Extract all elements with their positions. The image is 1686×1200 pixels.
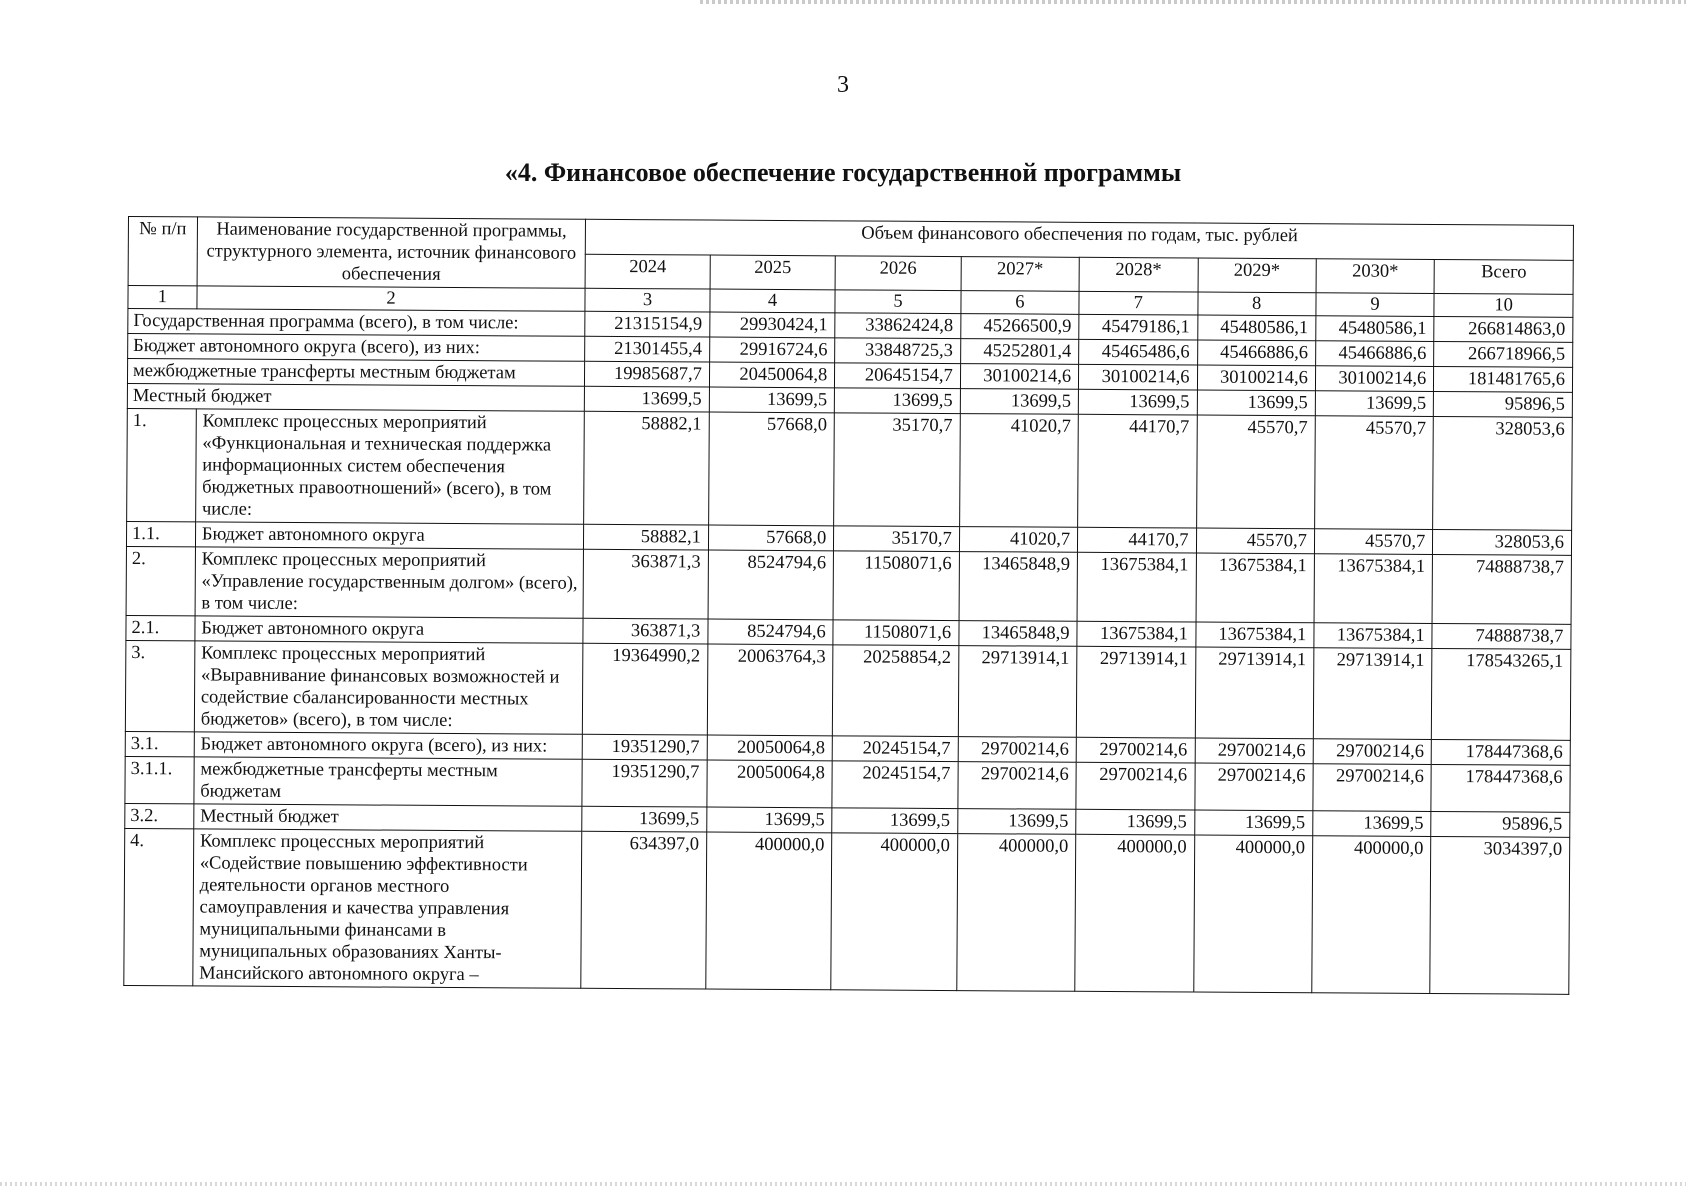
cell-total: 95896,5 — [1431, 811, 1570, 837]
cell-value: 19364990,2 — [583, 643, 708, 735]
row-name: Бюджет автономного округа — [195, 522, 584, 549]
row-name: Комплекс процессных мероприятий «Содействие повышению эффективности деятельности органов местного самоуправления и качества управления муниципальными финансами в муниципальных образованиях Ханты-Мансийского автономного округа – — [193, 829, 583, 988]
cell-total: 266814863,0 — [1434, 316, 1573, 342]
column-number: 5 — [835, 290, 961, 314]
cell-value: 19351290,7 — [582, 759, 707, 807]
cell-value: 57668,0 — [708, 525, 834, 551]
row-name: Государственная программа (всего), в том числе: — [128, 309, 586, 337]
cell-value: 13699,5 — [709, 387, 835, 413]
cell-value: 400000,0 — [1075, 834, 1194, 992]
cell-total: 74888738,7 — [1432, 554, 1571, 624]
cell-value: 11508071,6 — [833, 551, 959, 621]
cell-value: 58882,1 — [584, 524, 709, 550]
cell-value: 29700214,6 — [1076, 762, 1195, 810]
cell-value: 8524794,6 — [708, 550, 834, 620]
cell-value: 13699,5 — [1315, 391, 1434, 417]
cell-value: 13465848,9 — [959, 552, 1078, 622]
cell-value: 44170,7 — [1078, 527, 1197, 553]
cell-value: 20050064,8 — [707, 760, 833, 808]
cell-total: 178447368,6 — [1431, 764, 1570, 812]
cell-value: 13699,5 — [835, 388, 961, 414]
header-row-1 — [128, 217, 1573, 260]
cell-value: 29700214,6 — [958, 762, 1077, 810]
cell-total: 3034397,0 — [1430, 836, 1570, 994]
cell-value: 20245154,7 — [832, 761, 958, 809]
column-number: 2 — [197, 286, 586, 311]
cell-value: 45570,7 — [1314, 529, 1433, 555]
cell-value: 33848725,3 — [835, 338, 961, 364]
cell-value: 13699,5 — [707, 807, 833, 833]
cell-value: 45570,7 — [1314, 416, 1433, 530]
cell-value: 29700214,6 — [958, 737, 1077, 763]
cell-value: 29700214,6 — [1076, 737, 1195, 763]
cell-value: 13675384,1 — [1196, 553, 1315, 623]
column-number: 8 — [1197, 292, 1316, 316]
cell-value: 29930424,1 — [710, 312, 836, 338]
cell-value: 20050064,8 — [707, 735, 833, 761]
cell-value: 35170,7 — [834, 413, 960, 527]
row-name: межбюджетные трансферты местным бюджетам — [127, 359, 585, 387]
cell-value: 45480586,1 — [1197, 315, 1316, 341]
header-year: 2025 — [710, 255, 836, 290]
row-number: 4. — [124, 828, 194, 985]
cell-value: 13699,5 — [1078, 389, 1197, 415]
header-year: 2030* — [1316, 258, 1435, 293]
cell-total: 328053,6 — [1433, 416, 1572, 530]
cell-value: 13699,5 — [832, 808, 958, 834]
document-title: «4. Финансовое обеспечение государственной программы — [504, 158, 1182, 187]
cell-value: 58882,1 — [584, 411, 709, 525]
row-name: межбюджетные трансферты местным бюджетам — [194, 757, 583, 806]
cell-value: 45570,7 — [1196, 528, 1315, 554]
cell-value: 44170,7 — [1078, 414, 1197, 528]
header-total: Всего — [1434, 259, 1573, 294]
column-number: 7 — [1079, 291, 1198, 315]
cell-value: 45466886,6 — [1315, 341, 1434, 367]
cell-value: 19985687,7 — [585, 361, 710, 387]
row-number: 3.1.1. — [125, 756, 194, 803]
cell-value: 400000,0 — [831, 833, 957, 991]
table-row — [127, 408, 1573, 530]
row-name: Бюджет автономного округа (всего), из них: — [128, 334, 586, 362]
cell-value: 13699,5 — [960, 389, 1079, 415]
cell-value: 29700214,6 — [1313, 764, 1432, 812]
cell-value: 35170,7 — [834, 526, 960, 552]
cell-value: 13699,5 — [1313, 811, 1432, 837]
header-num: № п/п — [128, 217, 197, 286]
column-number: 9 — [1316, 293, 1435, 317]
column-number: 10 — [1434, 293, 1573, 317]
cell-value: 45479186,1 — [1079, 314, 1198, 340]
row-number: 3.2. — [125, 803, 194, 828]
cell-value: 29713914,1 — [958, 646, 1077, 738]
cell-value: 45466886,6 — [1197, 340, 1316, 366]
cell-value: 20245154,7 — [832, 736, 958, 762]
cell-value: 21301455,4 — [585, 336, 710, 362]
cell-value: 29713914,1 — [1195, 647, 1314, 739]
cell-value: 8524794,6 — [708, 619, 834, 645]
header-name: Наименование государственной программы, структурного элемента, источник финансового обеспечения — [197, 217, 586, 288]
cell-value: 13675384,1 — [1314, 554, 1433, 624]
cell-total: 328053,6 — [1433, 529, 1572, 555]
cell-value: 13699,5 — [1076, 809, 1195, 835]
cell-value: 30100214,6 — [1079, 364, 1198, 390]
cell-value: 19351290,7 — [583, 734, 708, 760]
cell-value: 13699,5 — [1194, 810, 1313, 836]
scan-edge-bottom — [0, 1182, 1686, 1186]
cell-value: 45252801,4 — [960, 339, 1079, 365]
cell-value: 29700214,6 — [1313, 739, 1432, 765]
cell-total: 266718966,5 — [1434, 341, 1573, 367]
cell-value: 29700214,6 — [1194, 763, 1313, 811]
cell-value: 29713914,1 — [1313, 648, 1432, 740]
cell-value: 400000,0 — [1312, 836, 1431, 994]
column-number: 6 — [961, 291, 1080, 315]
cell-value: 20258854,2 — [833, 645, 959, 737]
cell-value: 20645154,7 — [835, 363, 961, 389]
cell-value: 13699,5 — [585, 386, 710, 412]
cell-value: 363871,3 — [583, 549, 708, 619]
cell-value: 30100214,6 — [1197, 365, 1316, 391]
row-name: Комплекс процессных мероприятий «Выравнивание финансовых возможностей и содействие сбалансированности местных бюджетов» (всего), в том числе: — [194, 641, 583, 734]
row-number: 1. — [127, 408, 196, 521]
row-number: 2. — [126, 546, 195, 615]
cell-value: 20063764,3 — [707, 644, 833, 736]
cell-value: 13699,5 — [957, 809, 1076, 835]
table-row — [126, 546, 1571, 624]
cell-value: 41020,7 — [959, 527, 1078, 553]
row-number: 1.1. — [126, 521, 195, 546]
row-name: Местный бюджет — [194, 804, 583, 831]
cell-value: 13699,5 — [582, 806, 707, 832]
cell-value: 13465848,9 — [959, 621, 1078, 647]
cell-value: 13699,5 — [1197, 390, 1316, 416]
cell-total: 74888738,7 — [1432, 623, 1571, 649]
cell-value: 29713914,1 — [1076, 646, 1195, 738]
row-number: 3.1. — [125, 731, 194, 756]
cell-value: 41020,7 — [959, 414, 1078, 528]
cell-value: 400000,0 — [706, 832, 832, 990]
financing-table — [123, 216, 1574, 995]
row-name: Комплекс процессных мероприятий «Функциональная и техническая поддержка информационных систем обеспечения бюджетных правоотношений» (всего), в том числе: — [195, 409, 584, 524]
cell-value: 57668,0 — [708, 412, 834, 526]
page-number: 3 — [837, 72, 849, 98]
cell-value: 13675384,1 — [1314, 623, 1433, 649]
cell-value: 20450064,8 — [709, 362, 835, 388]
cell-value: 634397,0 — [581, 831, 706, 989]
cell-total: 181481765,6 — [1434, 366, 1573, 392]
scan-edge-top — [700, 0, 1686, 4]
column-number: 3 — [585, 288, 710, 312]
cell-value: 45465486,6 — [1079, 339, 1198, 365]
header-volume: Объем финансового обеспечения по годам, тыс. рублей — [586, 219, 1574, 260]
row-name: Бюджет автономного округа (всего), из них: — [194, 732, 583, 759]
table-row — [124, 828, 1570, 994]
cell-value: 400000,0 — [957, 834, 1076, 992]
header-year: 2029* — [1198, 258, 1317, 293]
cell-total: 178543265,1 — [1432, 648, 1571, 740]
cell-total: 95896,5 — [1434, 391, 1573, 417]
row-name: Комплекс процессных мероприятий «Управление государственным долгом» (всего), в том числе: — [195, 547, 584, 618]
table-row — [125, 640, 1571, 740]
cell-value: 45266500,9 — [961, 314, 1080, 340]
cell-value: 29916724,6 — [709, 337, 835, 363]
cell-value: 13675384,1 — [1077, 552, 1196, 622]
column-number: 1 — [128, 286, 197, 309]
row-name: Местный бюджет — [127, 383, 585, 411]
cell-value: 11508071,6 — [833, 620, 959, 646]
cell-value: 13675384,1 — [1195, 622, 1314, 648]
row-name: Бюджет автономного округа — [195, 616, 584, 643]
header-year: 2024 — [585, 254, 710, 289]
cell-value: 21315154,9 — [585, 311, 710, 337]
row-number: 2.1. — [126, 615, 195, 640]
cell-value: 30100214,6 — [1315, 366, 1434, 392]
header-year: 2027* — [961, 256, 1080, 291]
cell-value: 400000,0 — [1193, 835, 1312, 993]
cell-value: 45570,7 — [1196, 415, 1315, 529]
cell-value: 33862424,8 — [835, 313, 961, 339]
cell-value: 29700214,6 — [1195, 738, 1314, 764]
column-number: 4 — [710, 289, 836, 313]
cell-value: 45480586,1 — [1316, 316, 1435, 342]
cell-value: 363871,3 — [583, 618, 708, 644]
header-year: 2028* — [1079, 257, 1198, 292]
row-number: 3. — [125, 640, 194, 731]
header-year: 2026 — [835, 255, 961, 290]
cell-value: 13675384,1 — [1077, 621, 1196, 647]
cell-value: 30100214,6 — [960, 364, 1079, 390]
cell-total: 178447368,6 — [1431, 739, 1570, 765]
